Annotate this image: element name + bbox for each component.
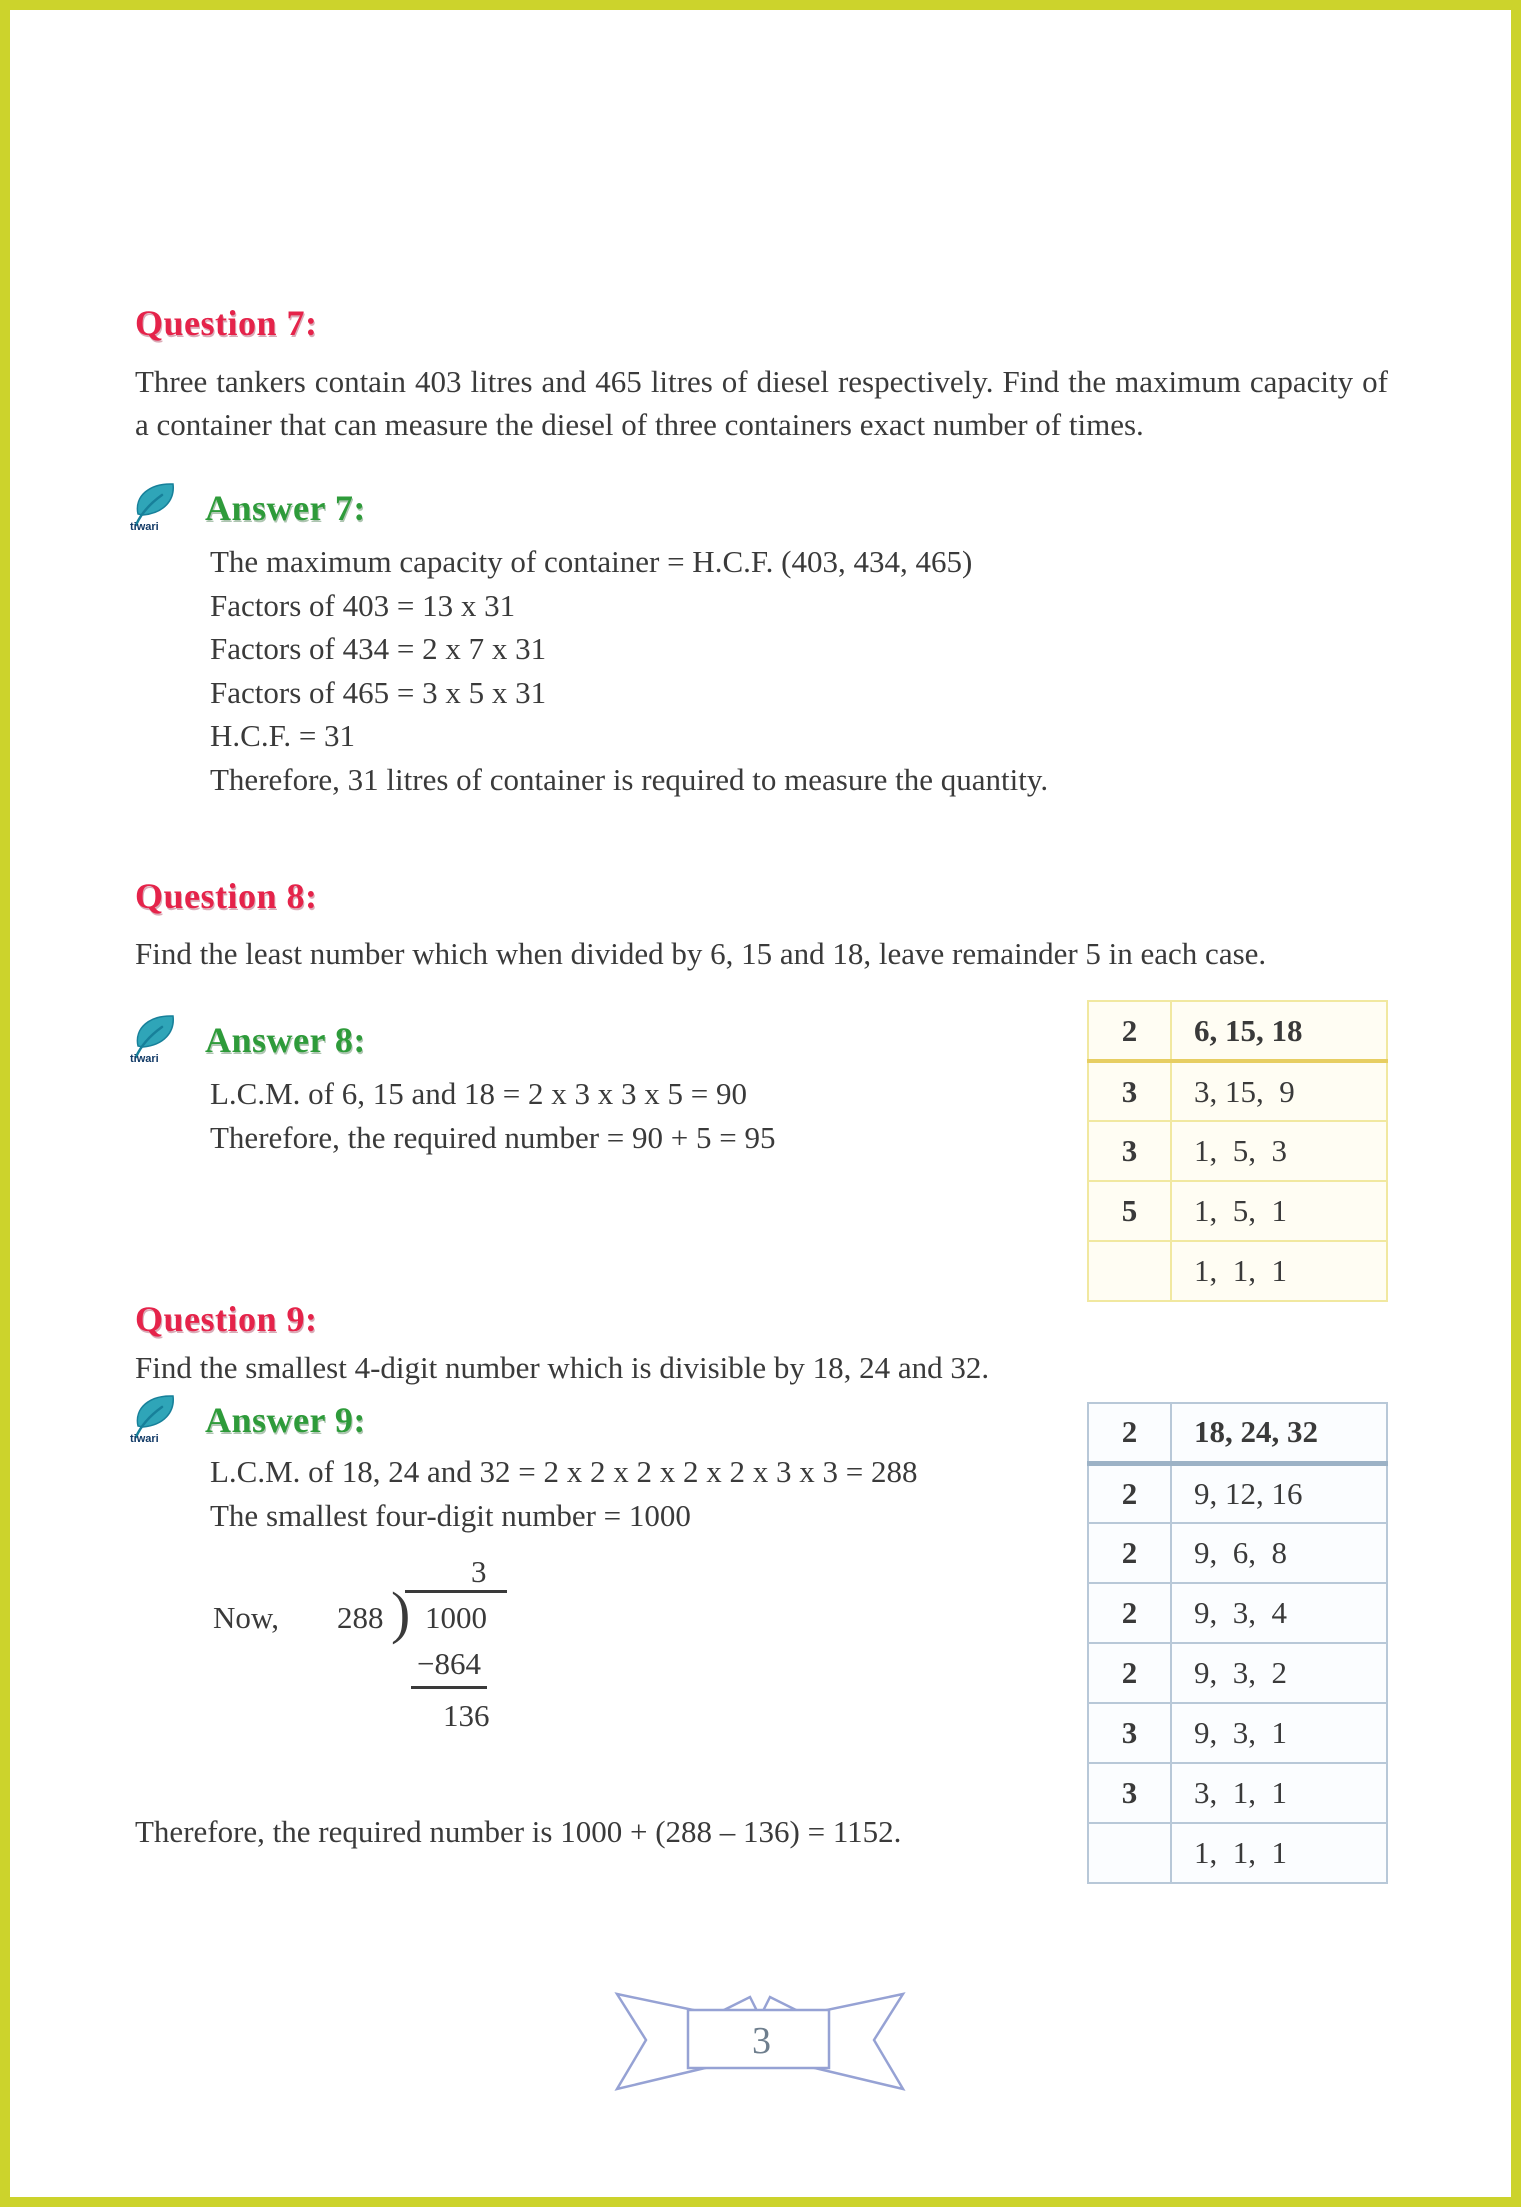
long-division (213, 1552, 553, 1742)
answer-line: L.C.M. of 6, 15 and 18 = 2 x 3 x 3 x 5 = 90 (210, 1076, 747, 1111)
tiwari-leaf-icon (126, 1390, 182, 1444)
question-9-conclusion: Therefore, the required number is 1000 + (288 – 136) = 1152. (135, 1814, 902, 1849)
division-quotient: 3 (471, 1554, 487, 1589)
divisor-cell: 5 (1088, 1181, 1171, 1241)
table-row (1088, 1121, 1387, 1181)
table-row (1088, 1703, 1387, 1763)
answer-7-heading: Answer 7: (205, 488, 366, 528)
values-cell: 9, 3, 2 (1171, 1643, 1387, 1703)
answer-line: Factors of 403 = 13 x 31 (210, 587, 516, 623)
tiwari-wordmark: tiwari (130, 1433, 159, 1444)
table-row (1088, 1643, 1387, 1703)
question-9-body: Find the smallest 4-digit number which is divisible by 18, 24 and 32. (135, 1350, 990, 1385)
values-cell: 18, 24, 32 (1171, 1403, 1387, 1463)
answer-8-heading: Answer 8: (205, 1020, 366, 1060)
division-divisor: 288 (337, 1600, 384, 1635)
question-9-heading: Question 9: (135, 1299, 318, 1339)
lcm-table-q8 (1087, 1000, 1388, 1302)
answer-line: H.C.F. = 31 (210, 718, 356, 753)
table-row (1088, 1823, 1387, 1883)
values-cell: 3, 1, 1 (1171, 1763, 1387, 1823)
table-row (1088, 1583, 1387, 1643)
answer-line: The maximum capacity of container = H.C.F. (403, 434, 465) (210, 544, 973, 579)
answer-line: Factors of 434 = 2 x 7 x 31 (210, 631, 547, 666)
tiwari-leaf-icon (126, 1010, 182, 1064)
table-row (1088, 1241, 1387, 1301)
answer-line: Therefore, 31 litres of container is required to measure the quantity. (210, 761, 1049, 797)
values-cell: 6, 15, 18 (1171, 1001, 1387, 1061)
division-subtrahend: −864 (411, 1646, 487, 1689)
divisor-cell: 2 (1088, 1583, 1171, 1643)
divisor-cell: 2 (1088, 1523, 1171, 1583)
question-8-heading: Question 8: (135, 876, 318, 916)
answer-9-lines (210, 1450, 917, 1537)
divisor-cell: 3 (1088, 1703, 1171, 1763)
values-cell: 1, 5, 1 (1171, 1181, 1387, 1241)
question-8-body: Find the least number which when divided by 6, 15 and 18, leave remainder 5 in each case. (135, 936, 1267, 971)
division-bracket-icon: ) (391, 1580, 411, 1645)
table-row (1088, 1523, 1387, 1583)
divisor-cell: 2 (1088, 1643, 1171, 1703)
values-cell: 9, 3, 1 (1171, 1703, 1387, 1763)
answer-7-lines (210, 540, 1048, 801)
divisor-cell: 2 (1088, 1001, 1171, 1061)
values-cell: 1, 5, 3 (1171, 1121, 1387, 1181)
division-dividend: 1000 (425, 1600, 487, 1635)
divisor-cell (1088, 1241, 1171, 1301)
table-row (1088, 1403, 1387, 1463)
table-row (1088, 1001, 1387, 1061)
values-cell: 9, 12, 16 (1171, 1463, 1387, 1523)
divisor-cell: 3 (1088, 1061, 1171, 1121)
lcm-table-q9 (1087, 1402, 1388, 1884)
table-row (1088, 1061, 1387, 1121)
answer-line: Factors of 465 = 3 x 5 x 31 (210, 674, 547, 710)
divisor-cell: 2 (1088, 1463, 1171, 1523)
table-row (1088, 1463, 1387, 1523)
tiwari-leaf-icon (126, 478, 182, 532)
values-cell: 3, 15, 9 (1171, 1061, 1387, 1121)
division-overbar (405, 1590, 507, 1593)
divisor-cell: 3 (1088, 1763, 1171, 1823)
answer-line: The smallest four-digit number = 1000 (210, 1497, 691, 1533)
division-label: Now, (213, 1600, 280, 1635)
values-cell: 9, 3, 4 (1171, 1583, 1387, 1643)
tiwari-wordmark: tiwari (130, 521, 159, 532)
question-7-heading: Question 7: (135, 303, 318, 343)
tiwari-wordmark: tiwari (130, 1053, 159, 1064)
answer-9-heading: Answer 9: (205, 1400, 366, 1440)
values-cell: 9, 6, 8 (1171, 1523, 1387, 1583)
divisor-cell: 3 (1088, 1121, 1171, 1181)
table-row (1088, 1763, 1387, 1823)
divisor-cell: 2 (1088, 1403, 1171, 1463)
division-remainder: 136 (443, 1698, 490, 1733)
page-number-ribbon (600, 1985, 920, 2112)
answer-line: Therefore, the required number = 90 + 5 = 95 (210, 1119, 776, 1155)
values-cell: 1, 1, 1 (1171, 1823, 1387, 1883)
values-cell: 1, 1, 1 (1171, 1241, 1387, 1301)
answer-line: L.C.M. of 18, 24 and 32 = 2 x 2 x 2 x 2 x 2 x 3 x 3 = 288 (210, 1454, 918, 1489)
answer-8-lines (210, 1072, 775, 1159)
question-7-body: Three tankers contain 403 litres and 465 litres of diesel respectively. Find the maximum capacity of a container that can measure the diesel of three containers exact number of times. (135, 364, 1388, 442)
table-row (1088, 1181, 1387, 1241)
divisor-cell (1088, 1823, 1171, 1883)
page-number: 3 (752, 2020, 771, 2062)
